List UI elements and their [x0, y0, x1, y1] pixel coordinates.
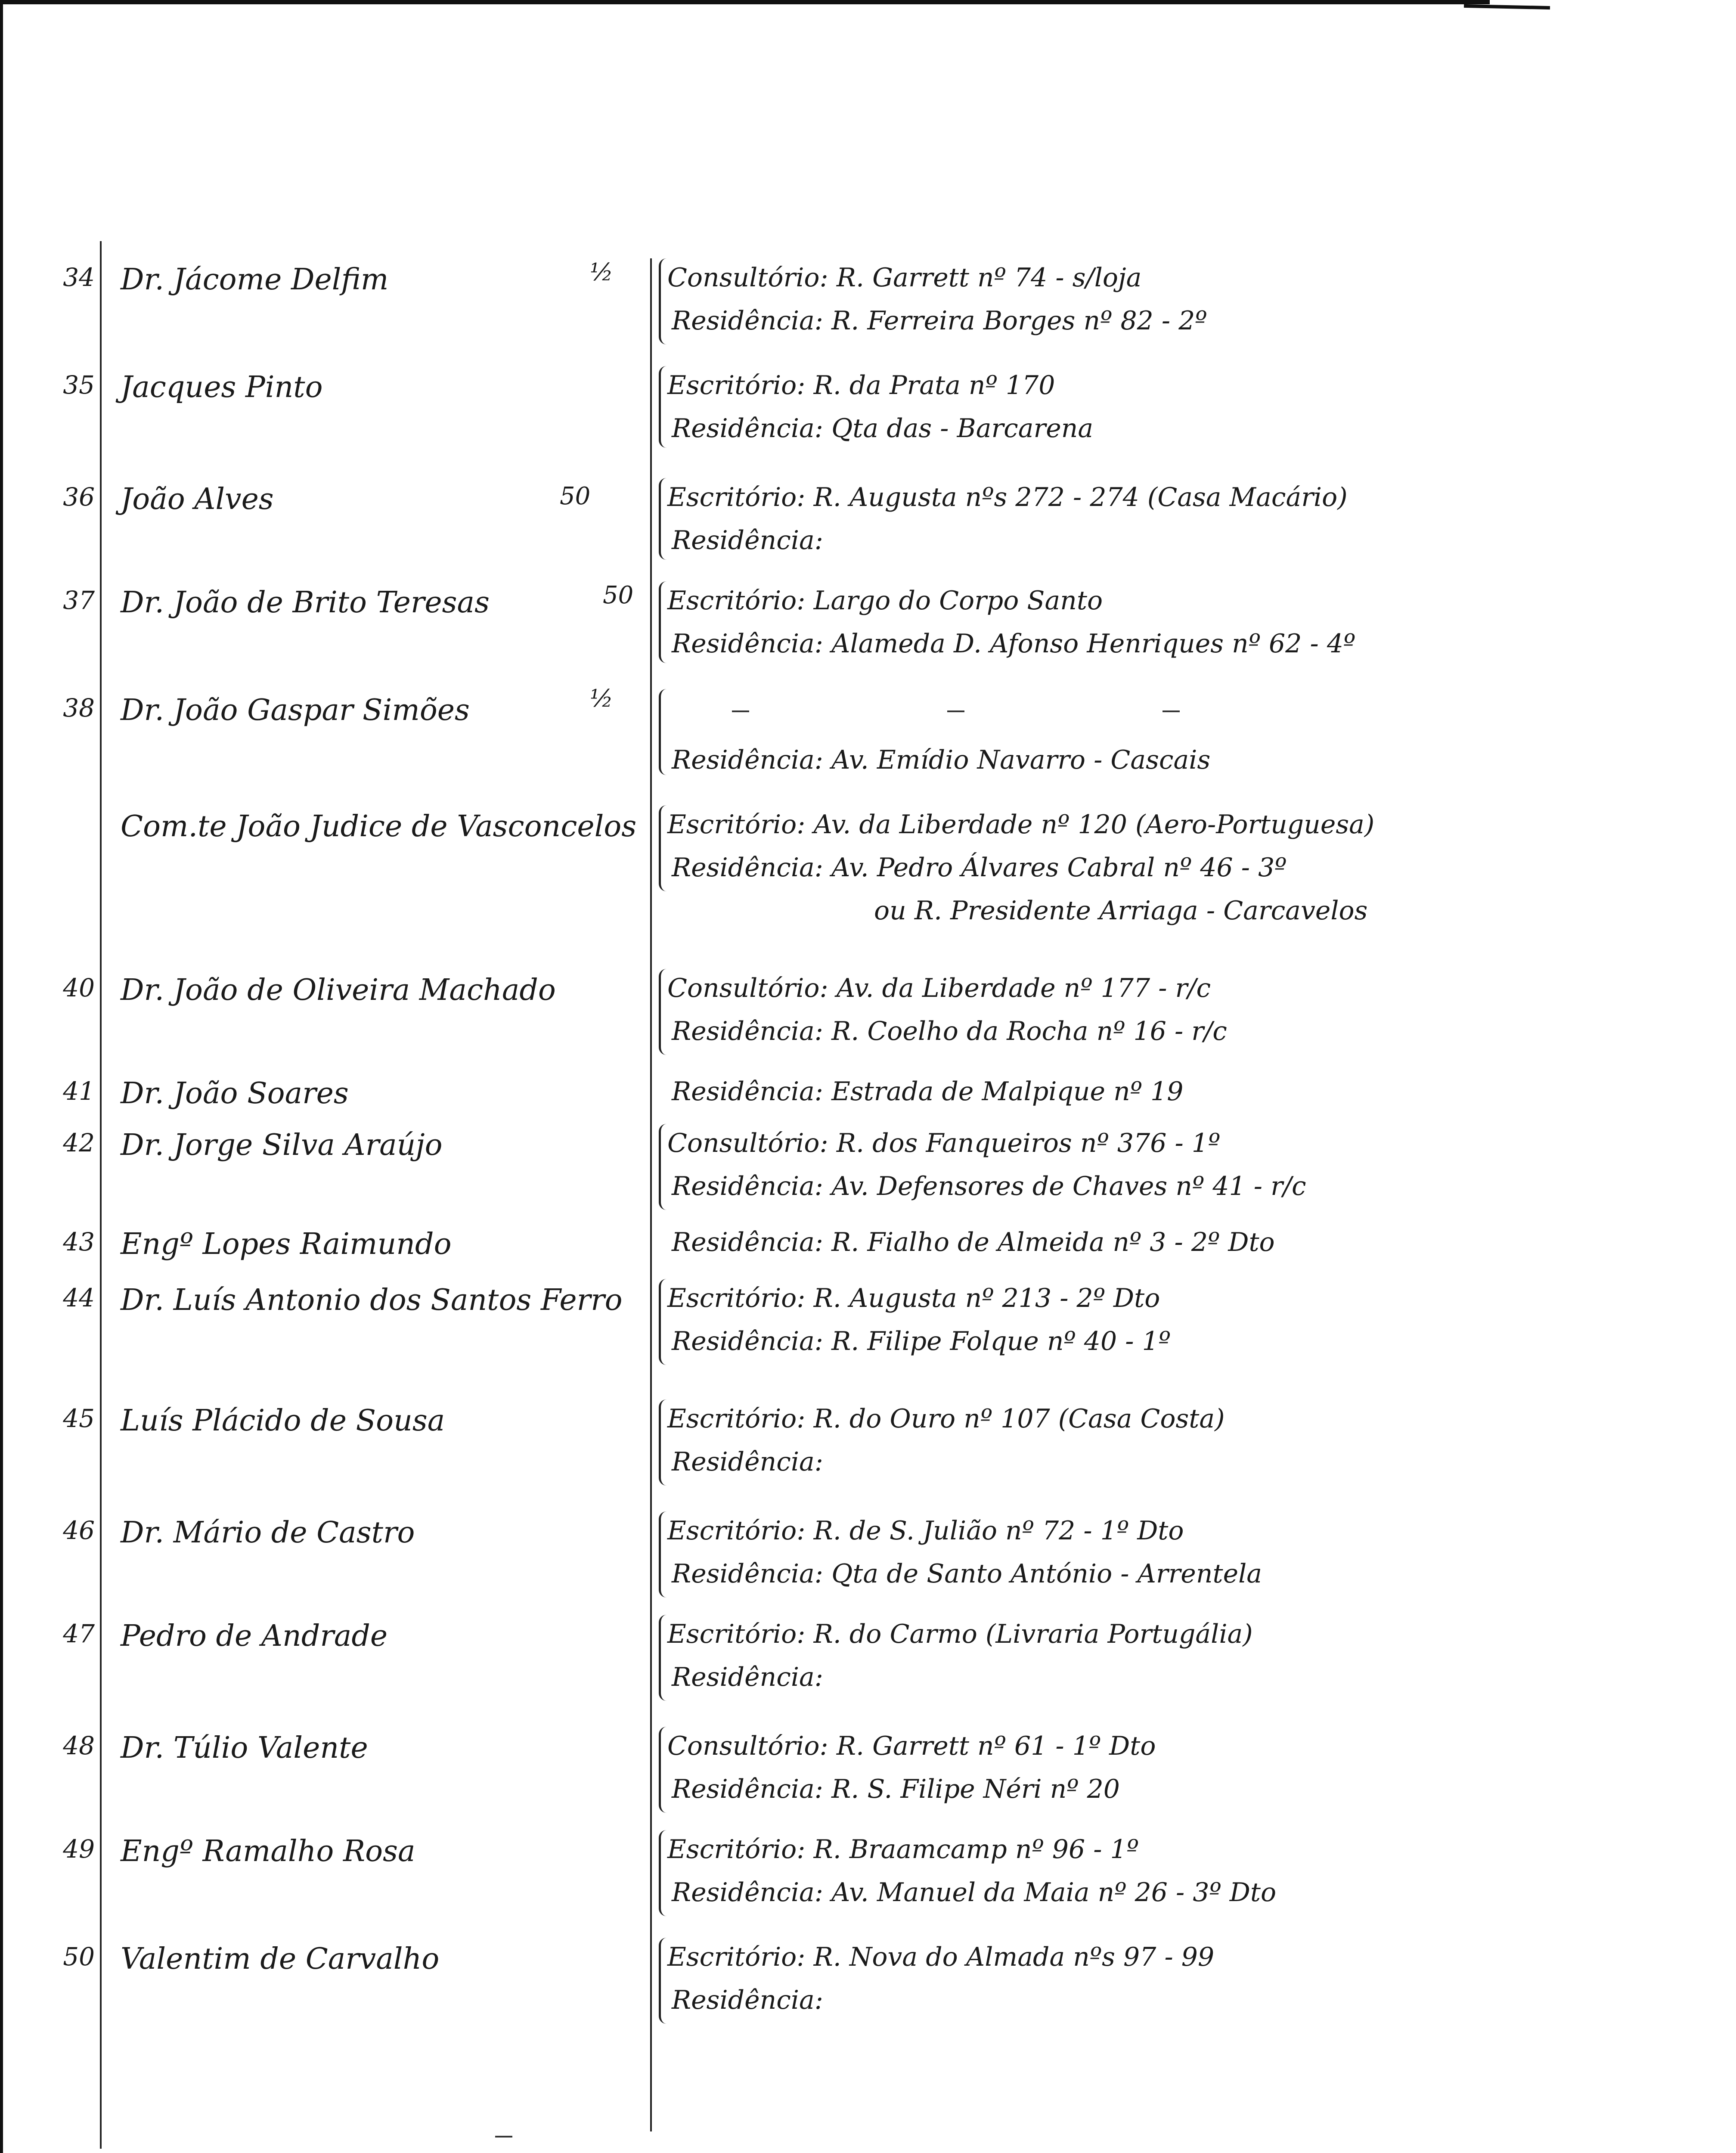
entry-number: 49 — [63, 1834, 95, 1864]
entry-number: 35 — [63, 370, 95, 400]
address-line: Residência: Av. Defensores de Chaves nº 41 - r/c — [672, 1171, 1306, 1201]
entry-name: Engº Lopes Raimundo — [121, 1227, 452, 1261]
address-line: Residência: Av. Pedro Álvares Cabral nº 46 - 3º — [672, 853, 1287, 883]
entry-name: Dr. João de Oliveira Machado — [121, 973, 556, 1007]
entry-name: Luís Plácido de Sousa — [121, 1404, 445, 1438]
address-line: Residência: Av. Manuel da Maia nº 26 - 3º Dto — [672, 1877, 1277, 1908]
address-line: Residência: Estrada de Malpique nº 19 — [672, 1076, 1184, 1107]
address-line: Escritório: R. do Carmo (Livraria Portugália) — [667, 1619, 1253, 1649]
entry-name: Dr. Luís Antonio dos Santos Ferro — [121, 1283, 623, 1317]
entry-name: Valentim de Carvalho — [121, 1942, 440, 1976]
entry-number: 50 — [63, 1942, 95, 1971]
address-brace — [659, 689, 669, 775]
entry-number: 44 — [63, 1283, 95, 1312]
address-line: Consultório: R. dos Fanqueiros nº 376 - 1º — [667, 1128, 1221, 1158]
entry-number: 37 — [63, 586, 95, 615]
blank-dash — [1162, 710, 1180, 712]
entry-name: Dr. Jorge Silva Araújo — [121, 1128, 443, 1162]
address-line: Escritório: R. Augusta nº 213 - 2º Dto — [667, 1283, 1160, 1313]
entry-name: Dr. João Gaspar Simões — [121, 693, 470, 727]
address-line: Escritório: R. Augusta nºs 272 - 274 (Casa Macário) — [667, 482, 1348, 512]
entry-name: Dr. João de Brito Teresas — [121, 586, 490, 620]
address-line: Residência: Qta de Santo António - Arrentela — [672, 1559, 1262, 1589]
entry-name: Dr. Mário de Castro — [121, 1516, 415, 1550]
entry-name: Dr. Túlio Valente — [121, 1731, 368, 1765]
entry-name: Engº Ramalho Rosa — [121, 1834, 415, 1868]
address-line: Residência: Alameda D. Afonso Henriques nº 62 - 4º — [672, 629, 1356, 659]
address-line: Consultório: Av. da Liberdade nº 177 - r/c — [667, 973, 1211, 1003]
address-line: Residência: R. Filipe Folque nº 40 - 1º — [672, 1326, 1171, 1356]
address-line: Escritório: R. Nova do Almada nºs 97 - 99 — [667, 1942, 1215, 1972]
entry-number: 48 — [63, 1731, 95, 1760]
entry-number: 46 — [63, 1516, 95, 1545]
address-line: Residência: — [672, 1447, 824, 1477]
margin-note: 50 — [560, 482, 591, 510]
entry-number: 42 — [63, 1128, 95, 1157]
blank-dash — [495, 2136, 512, 2137]
entry-name: Dr. Jácome Delfim — [121, 263, 389, 297]
address-line: Escritório: R. da Prata nº 170 — [667, 370, 1055, 400]
address-line: Residência: R. Coelho da Rocha nº 16 - r/c — [672, 1016, 1227, 1046]
address-line: Consultório: R. Garrett nº 61 - 1º Dto — [667, 1731, 1156, 1761]
entry-number: 47 — [63, 1619, 95, 1648]
entry-name: Jacques Pinto — [121, 370, 323, 404]
entry-number: 36 — [63, 482, 95, 512]
entry-number: 43 — [63, 1227, 95, 1256]
page-top-edge-curl — [1464, 4, 1550, 9]
address-line: Residência: R. S. Filipe Néri nº 20 — [672, 1774, 1120, 1804]
entry-number: 34 — [63, 263, 95, 292]
register-table — [0, 241, 1736, 2153]
blank-dash — [732, 710, 749, 712]
entry-number: 40 — [63, 973, 95, 1002]
address-line: Escritório: R. Braamcamp nº 96 - 1º — [667, 1834, 1139, 1864]
address-line: Residência: R. Ferreira Borges nº 82 - 2º — [672, 306, 1207, 336]
address-line: Consultório: R. Garrett nº 74 - s/loja — [667, 263, 1142, 293]
address-line: Escritório: Largo do Corpo Santo — [667, 586, 1103, 616]
page-top-edge — [0, 0, 1490, 4]
entry-number: 38 — [63, 693, 95, 723]
address-line: Escritório: Av. da Liberdade nº 120 (Aero-Portuguesa) — [667, 810, 1375, 840]
entry-name: João Alves — [121, 482, 274, 516]
number-column-rule — [100, 241, 102, 2149]
margin-note: ½ — [590, 258, 614, 286]
address-line: Residência: — [672, 525, 824, 555]
margin-note: 50 — [603, 581, 634, 609]
entry-name: Pedro de Andrade — [121, 1619, 388, 1653]
address-line: Escritório: R. de S. Julião nº 72 - 1º Dto — [667, 1516, 1184, 1546]
address-line: Residência: — [672, 1662, 824, 1692]
address-line: ou R. Presidente Arriaga - Carcavelos — [874, 896, 1368, 926]
address-line: Residência: R. Fialho de Almeida nº 3 - 2º Dto — [672, 1227, 1275, 1257]
margin-note: ½ — [590, 685, 614, 713]
address-line: Residência: Av. Emídio Navarro - Cascais — [672, 745, 1211, 775]
blank-dash — [947, 710, 964, 712]
entry-name: Com.te João Judice de Vasconcelos — [121, 810, 637, 844]
address-line: Escritório: R. do Ouro nº 107 (Casa Costa) — [667, 1404, 1225, 1434]
entry-name: Dr. João Soares — [121, 1076, 349, 1111]
address-line: Residência: — [672, 1985, 824, 2015]
address-column-rule — [650, 258, 652, 2131]
entry-number: 41 — [63, 1076, 95, 1106]
address-line: Residência: Qta das - Barcarena — [672, 413, 1094, 444]
entry-number: 45 — [63, 1404, 95, 1433]
